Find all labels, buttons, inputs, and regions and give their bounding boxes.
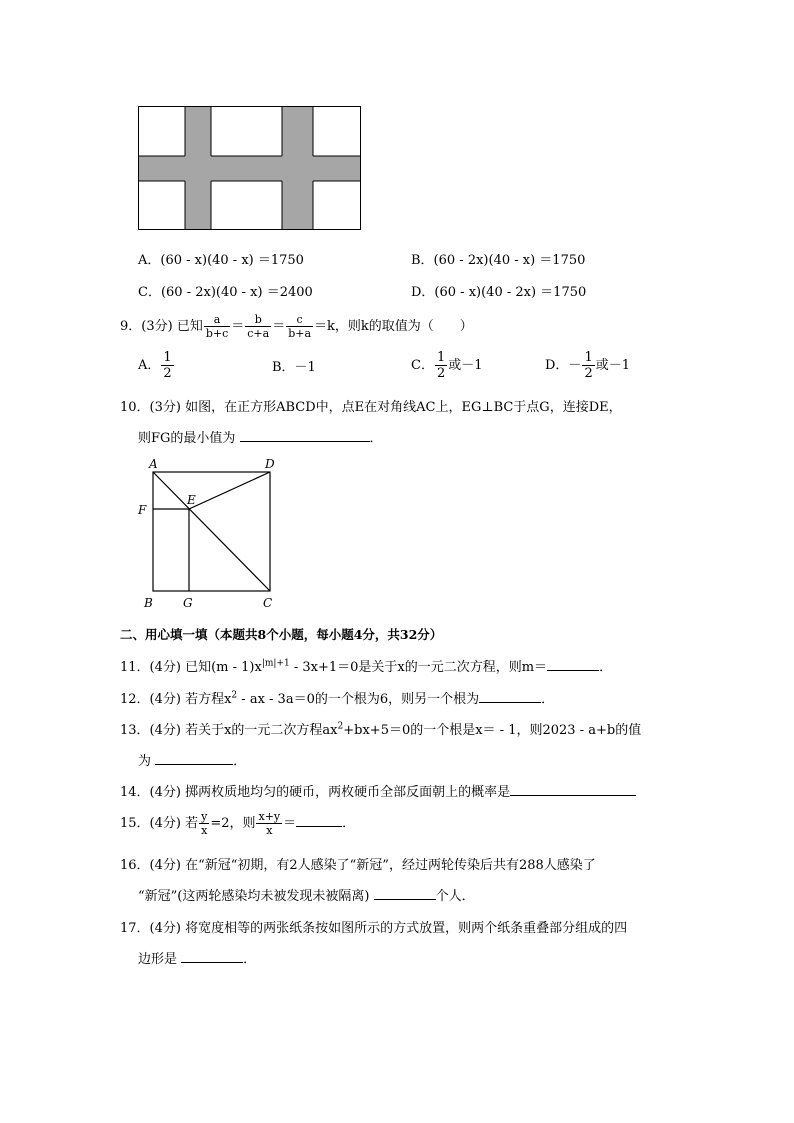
q8-option-d: D．(60 - x)(40 - 2x) ＝1750 <box>411 285 587 300</box>
label-c: C <box>263 596 273 610</box>
label-e: E <box>187 493 196 507</box>
q10-line2: 则FG的最小值为 ． <box>138 431 383 446</box>
question-9: 9．(3分) 已知 $\frac{a}{b+c}$ ＝ $\frac{b}{c+a}$ ＝ $\frac{c}{b+a}$ ＝k，则k的取值为（ ） <box>120 313 473 340</box>
q9-option-c: C． $\frac{1}{2}$ 或－1 <box>411 350 483 381</box>
question-16-line1: 16．(4分) 在“新冠“初期，有2人感染了“新冠”，经过两轮传染后共有288人感染了 <box>120 858 596 873</box>
question-15: 15．(4分) 若 $\frac{y}{x}$ =2，则 $\frac{x+y}{x}$ ＝ ． <box>120 810 356 837</box>
question-13-line2: 为 ． <box>138 754 247 769</box>
q9-option-d: D．－ $\frac{1}{2}$ 或－1 <box>545 350 630 381</box>
q8-figure <box>138 106 362 232</box>
question-13-line1: 13．(4分) 若关于x的一元二次方程$ax^2+bx+5=0$的一个根是x＝ - 1，则2023 - a+b的值 <box>120 721 642 738</box>
question-16-line2: “新冠”(这两轮感染均未被发现未被隔离) 个人． <box>138 889 475 904</box>
question-17-line2: 边形是 ． <box>138 952 257 967</box>
section-2-heading: 二、用心填一填（本题共8个小题，每小题4分，共32分） <box>120 627 443 642</box>
q9-option-a: A． $\frac{1}{2}$ <box>138 350 172 381</box>
question-17-line1: 17．(4分) 将宽度相等的两张纸条按如图所示的方式放置，则两个纸条重叠部分组成的四 <box>120 921 628 936</box>
q8-option-a: A．(60 - x)(40 - x) ＝1750 <box>138 253 304 268</box>
q8-option-c: C．(60 - 2x)(40 - x) ＝2400 <box>138 285 313 300</box>
q9-option-b: B．－1 <box>272 360 316 375</box>
label-f: F <box>138 503 147 517</box>
question-11: 11．(4分) 已知$(m - 1)x^{|m|+1} - 3x+1=0$是关于x的一元二次方程，则m＝ ． <box>120 658 613 675</box>
question-12: 12．(4分) 若方程$x^2$ - ax - 3a＝0的一个根为6，则另一个根为 ． <box>120 690 555 707</box>
label-a: A <box>149 457 158 471</box>
label-g: G <box>183 596 193 610</box>
q10-line1: 10．(3分) 如图，在正方形ABCD中，点E在对角线AC上，EG⊥BC于点G，连接DE， <box>120 400 622 415</box>
question-14: 14．(4分) 掷两枚质地均匀的硬币，两枚硬币全部反面朝上的概率是 <box>120 781 636 800</box>
q10-figure <box>134 452 284 614</box>
label-b: B <box>144 596 153 610</box>
q8-option-b: B．(60 - 2x)(40 - x) ＝1750 <box>411 253 586 268</box>
label-d: D <box>265 457 275 471</box>
